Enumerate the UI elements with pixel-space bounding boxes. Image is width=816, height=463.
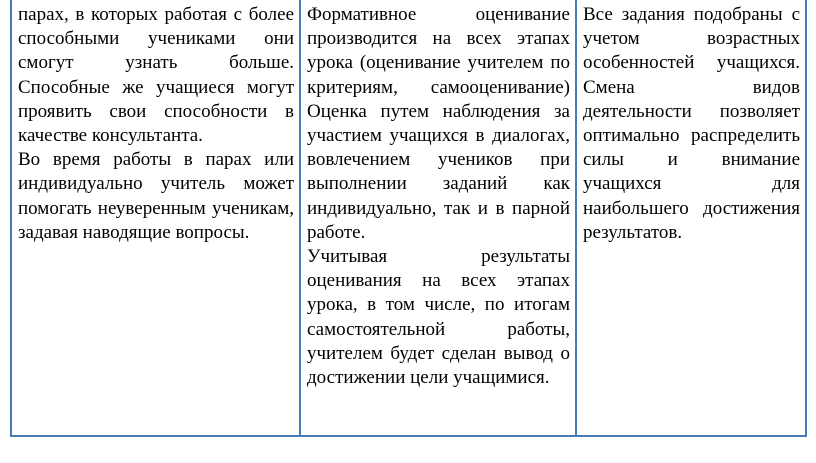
table-cell-differentiation xyxy=(12,0,301,435)
cell-paragraph: Во время работы в парах или индивидуально учитель может помогать неуверенным ученикам, задавая наводящие вопросы. xyxy=(18,149,294,243)
cell-paragraph: Все задания подобраны с учетом возрастных особенностей учащихся. Смена видов деятельности позволяет оптимально распределить силы и внимание учащихся для наибольшего достижения результатов. xyxy=(583,4,800,243)
cell-paragraph: парах, в которых работая с более способными учениками они смогут узнать больше. Способные же учащиеся могут проявить свои способности в качестве консультанта. xyxy=(18,4,294,147)
cell-paragraph: Учитывая результаты оценивания на всех этапах урока, в том числе, по итогам самостоятельной работы, учителем будет сделан вывод о достижении цели учащимися. xyxy=(307,246,570,389)
cell-paragraph: Формативное оценивание производится на всех этапах урока (оценивание учителем по критериям, самооценивание) Оценка путем наблюдения за участием учащихся в диалогах, вовлечением учеников при выполнении заданий как индивидуально, так и в парной работе. xyxy=(307,4,570,243)
lesson-plan-table xyxy=(10,0,807,437)
table-cell-assessment xyxy=(301,0,577,435)
table-cell-health-safety xyxy=(577,0,805,435)
